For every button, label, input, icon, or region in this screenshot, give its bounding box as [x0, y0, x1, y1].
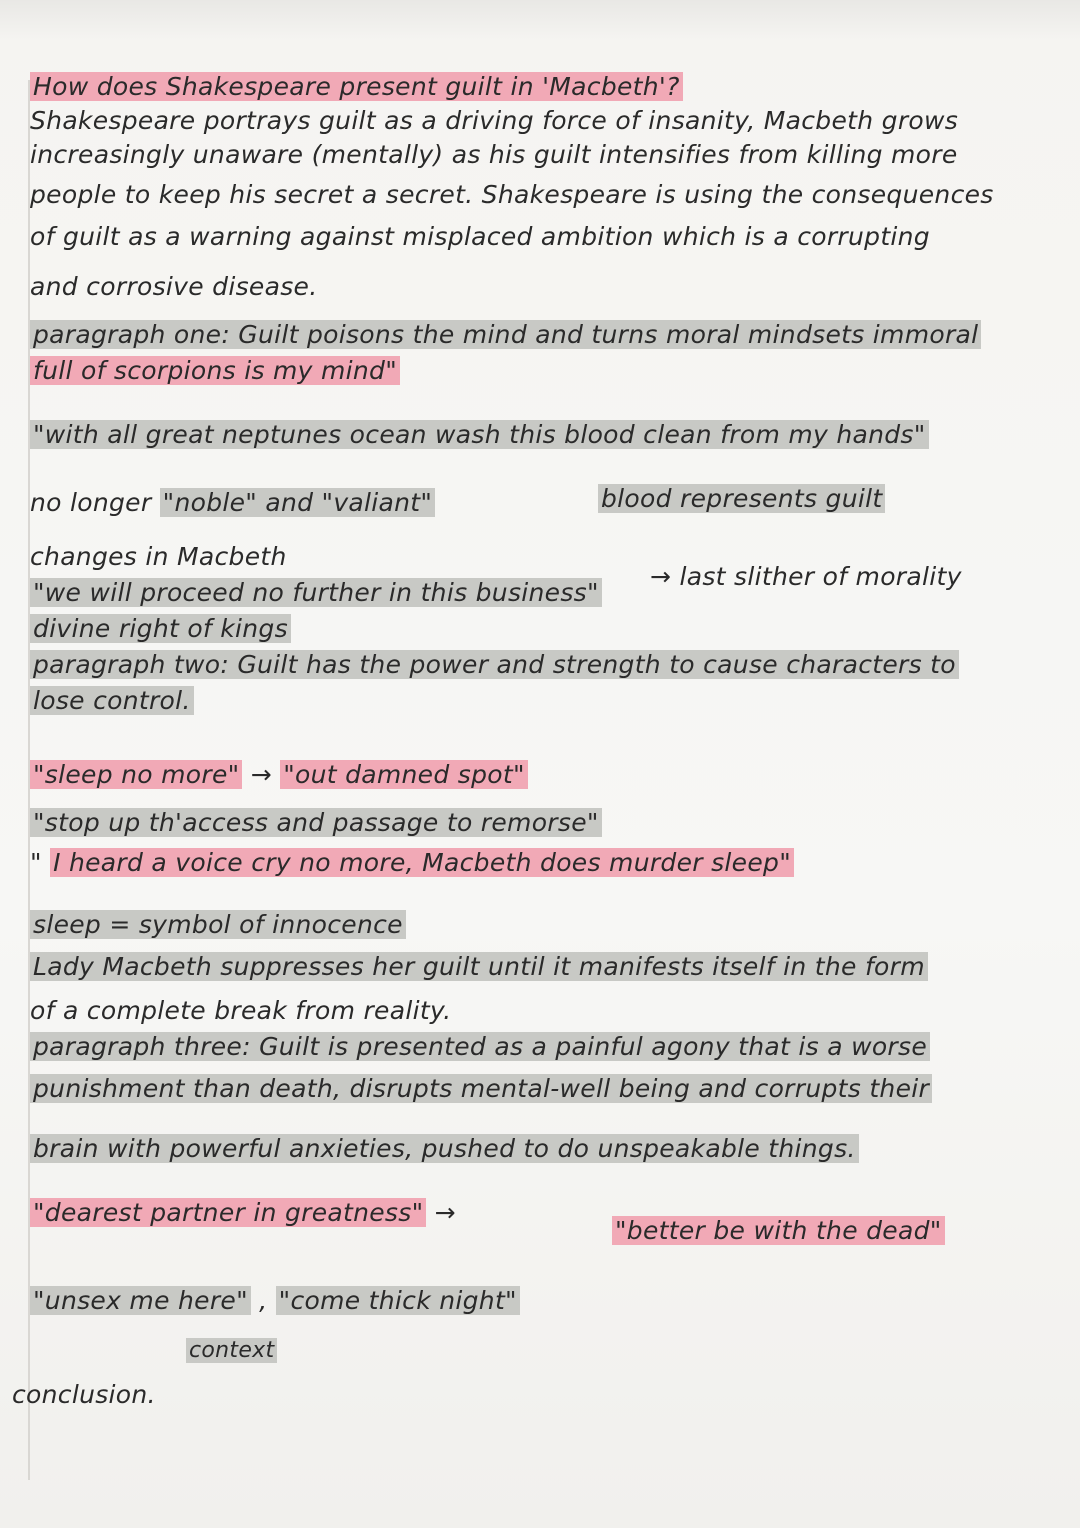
p3-unsex-line [30, 1284, 1070, 1318]
p3-quote-night: "come thick night" [276, 1286, 520, 1315]
p3-quote-dead: "better be with the dead" [612, 1216, 945, 1245]
p2-heading: paragraph two: Guilt has the power and strength to cause characters to [30, 650, 959, 679]
p2-lady-note-2: of a complete break from reality. [30, 996, 452, 1025]
p1-quote1-line [30, 354, 1070, 388]
p3-arrow: → [434, 1198, 456, 1227]
p1-noble-prefix: no longer [30, 488, 152, 517]
intro-line-3: people to keep his secret a secret. Shakespeare is using the consequences [30, 180, 994, 209]
p3-heading2: punishment than death, disrupts mental-well being and corrupts their [30, 1074, 932, 1103]
p1-noble-valiant: "noble" and "valiant" [160, 488, 436, 517]
p2-sleep-line [30, 758, 1070, 792]
p1-noble-line [30, 486, 570, 520]
p1-changes: changes in Macbeth [30, 542, 287, 571]
p2-arrow: → [250, 760, 272, 789]
p3-context-note: context [186, 1338, 277, 1363]
p2-heading2: lose control. [30, 686, 194, 715]
page-top-edge [0, 0, 1080, 40]
p2-sleep-symbol-line [30, 908, 1070, 942]
p3-heading-line [30, 1030, 1070, 1064]
p2-quote-remorse: "stop up th'access and passage to remorse" [30, 808, 602, 837]
p1-divine-line [30, 612, 1070, 646]
p3-dead-line [612, 1214, 1032, 1248]
p3-heading2-line [30, 1072, 1070, 1106]
intro-line-2: increasingly unaware (mentally) as his guilt intensifies from killing more [30, 140, 958, 169]
p2-quote-voice: I heard a voice cry no more, Macbeth does murder sleep" [50, 848, 794, 877]
p3-comma: , [259, 1286, 268, 1315]
p3-context-line [186, 1334, 486, 1368]
conclusion-label: conclusion. [12, 1380, 156, 1409]
p2-remorse-line [30, 806, 1070, 840]
p1-blood-note: blood represents guilt [598, 484, 885, 513]
intro-line-4: of guilt as a warning against misplaced ambition which is a corrupting [30, 222, 930, 251]
p1-heading-line [30, 318, 1070, 352]
p1-quote-proceed: "we will proceed no further in this business" [30, 578, 602, 607]
p3-heading3: brain with powerful anxieties, pushed to do unspeakable things. [30, 1134, 859, 1163]
essay-title: How does Shakespeare present guilt in 'Macbeth'? [30, 72, 683, 101]
p2-sleep-symbol: sleep = symbol of innocence [30, 910, 406, 939]
p3-heading3-line [30, 1132, 1070, 1166]
p1-quote-neptune: "with all great neptunes ocean wash this blood clean from my hands" [30, 420, 929, 449]
p1-divine-note: divine right of kings [30, 614, 291, 643]
p3-quote-unsex: "unsex me here" [30, 1286, 251, 1315]
p1-quote2-line [30, 418, 1070, 452]
p2-heading2-line [30, 684, 1070, 718]
p2-voice-open-quote: " [30, 848, 42, 877]
p1-quote3-line [30, 576, 650, 610]
p2-lady-line-1 [30, 950, 1070, 984]
p3-partner-line [30, 1196, 590, 1230]
title-line [30, 70, 1070, 104]
p1-blood-line [598, 482, 1018, 516]
p1-heading: paragraph one: Guilt poisons the mind and turns moral mindsets immoral [30, 320, 981, 349]
intro-line-5: and corrosive disease. [30, 272, 318, 301]
p1-quote-scorpions: full of scorpions is my mind" [30, 356, 400, 385]
p2-lady-note-1: Lady Macbeth suppresses her guilt until it manifests itself in the form [30, 952, 928, 981]
p2-quote-sleep: "sleep no more" [30, 760, 242, 789]
intro-line-1: Shakespeare portrays guilt as a driving force of insanity, Macbeth grows [30, 106, 959, 135]
p2-quote-spot: "out damned spot" [280, 760, 528, 789]
p1-morality-note: → last slither of morality [650, 562, 962, 591]
p2-heading-line [30, 648, 1070, 682]
p2-voice-line [30, 846, 1070, 880]
p3-quote-partner: "dearest partner in greatness" [30, 1198, 426, 1227]
p3-heading: paragraph three: Guilt is presented as a painful agony that is a worse [30, 1032, 930, 1061]
